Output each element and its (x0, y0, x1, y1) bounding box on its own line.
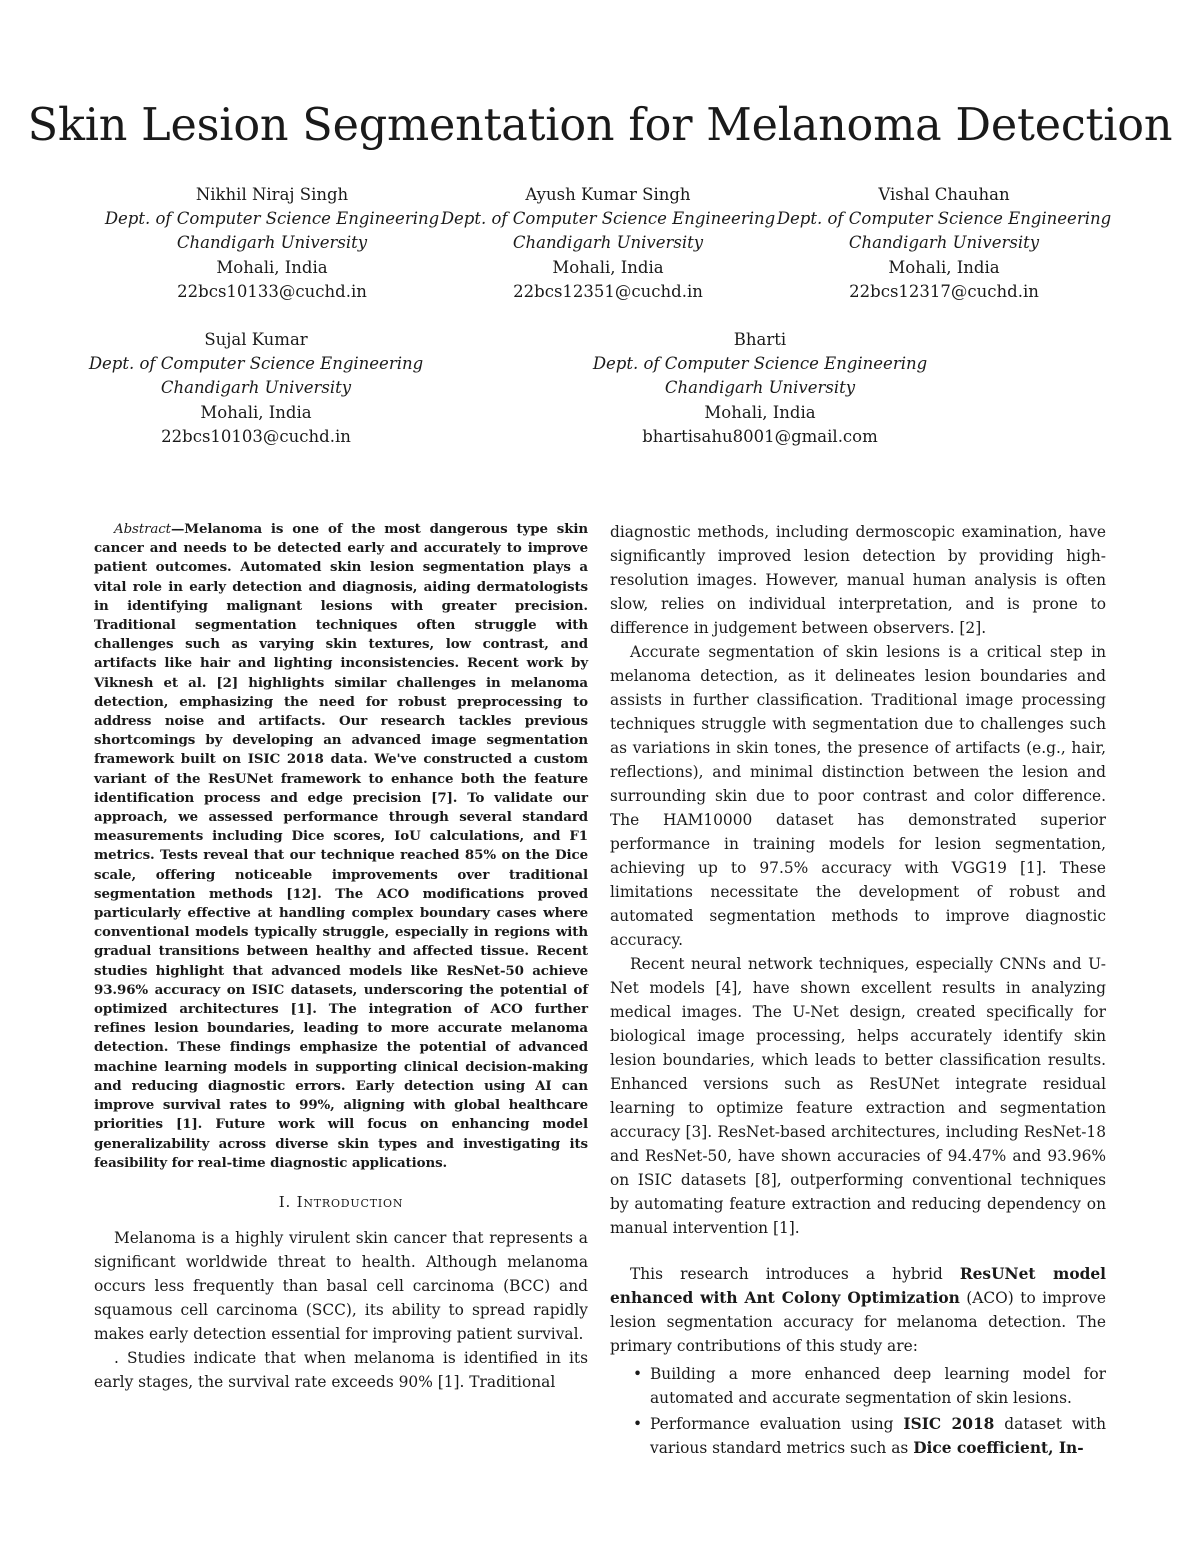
author-dept: Dept. of Computer Science Engineering (592, 354, 928, 374)
author-email: 22bcs10103@cuchd.in (161, 426, 351, 446)
paragraph: diagnostic methods, including dermoscopic examination, have significantly improved lesion detection by providing high-resolution images. However, manual human analysis is often slow, relies on individual interpretation, and is prone to difference in judgement between observers. [2]. (610, 523, 1106, 637)
author-email: bhartisahu8001@gmail.com (642, 426, 878, 446)
author-block (590, 328, 930, 449)
author-email: 22bcs12351@cuchd.in (513, 281, 703, 301)
paragraph: Melanoma is a highly virulent skin cancer that represents a significant worldwide threat to health. Although melanoma occurs less frequently than basal cell carcinoma (BCC) and squamous cell carcinoma (SCC), its ability to spread rapidly makes early detection essential for improving patient survival. (94, 1228, 588, 1343)
list-item-text: Building a more enhanced deep learning model for automated and accurate segmentation of skin lesions. (650, 1365, 1106, 1407)
author-location: Mohali, India (200, 402, 312, 422)
author-dept: Dept. of Computer Science Engineering (104, 209, 440, 229)
list-item-emphasis: ISIC 2018 (903, 1415, 995, 1433)
author-location: Mohali, India (704, 402, 816, 422)
paragraph: Recent neural network techniques, especially CNNs and U-Net models [4], have shown excellent results in analyzing medical images. The U-Net design, created specifically for biological image processing, helps accurately identify skin lesion boundaries, which leads to better classification results. Enhanced versions such as ResUNet integrate residual learning to optimize feature extraction and segmentation accuracy [3]. ResNet-based architectures, including ResNet-18 and ResNet-50, have shown accuracies of 94.47% and 93.96% on ISIC datasets [8], outperforming conventional techniques by automating feature extraction and reducing dependency on manual intervention [1]. (610, 955, 1106, 1237)
author-dept: Dept. of Computer Science Engineering (776, 209, 1112, 229)
paragraph-text: This research introduces a hybrid (630, 1265, 960, 1283)
list-item-text: dataset with various standard metrics such as (650, 1415, 1106, 1457)
abstract (94, 520, 588, 1173)
author-block (438, 183, 778, 304)
author-name: Sujal Kumar (204, 330, 308, 349)
paragraph (610, 1262, 1106, 1358)
left-column (94, 520, 588, 1394)
author-university: Chandigarh University (160, 378, 352, 398)
abstract-text: —Melanoma is one of the most dangerous type skin cancer and needs to be detected early and accurately to improve patient outcomes. Automated skin lesion segmentation plays a vital role in early detection and diagnosis, aiding dermatologists in identifying malignant lesions with greater precision. Traditional segmentation techniques often struggle with challenges such as varying skin textures, low contrast, and artifacts like hair and lighting inconsistencies. Recent work by Viknesh et al. [2] highlights similar challenges in melanoma detection, emphasizing the need for robust preprocessing to address noise and artifacts. Our research tackles previous shortcomings by developing an advanced image segmentation framework built on ISIC 2018 data. We've constructed a custom variant of the ResUNet framework to enhance both the feature identification process and edge precision [7]. To validate our approach, we assessed performance through several standard measurements including Dice scores, IoU calculations, and F1 metrics. Tests reveal that our technique reached 85% on the Dice scale, offering noticeable improvements over traditional segmentation methods [12]. The ACO modifications proved particularly effective at handling complex boundary cases where conventional models typically struggle, especially in regions with gradual transitions between healthy and affected tissue. Recent studies highlight that advanced models like ResNet-50 achieve 93.96% accuracy on ISIC datasets, underscoring the potential of optimized architectures [1]. The integration of ACO further refines lesion boundaries, leading to more accurate melanoma detection. These findings emphasize the potential of advanced machine learning models in supporting clinical decision-making and reducing diagnostic errors. Early detection using AI can improve survival rates to 99%, aligning with global healthcare priorities [1]. Future work will focus on enhancing model generalizability across diverse skin types and investigating its feasibility for real-time diagnostic applications. (94, 521, 588, 1171)
author-email: 22bcs10133@cuchd.in (177, 281, 367, 301)
author-location: Mohali, India (552, 257, 664, 277)
paper-title: Skin Lesion Segmentation for Melanoma Detection (27, 100, 1173, 151)
author-dept: Dept. of Computer Science Engineering (88, 354, 424, 374)
author-university: Chandigarh University (176, 233, 368, 253)
author-block (774, 183, 1114, 304)
bullet-icon: • (633, 1415, 643, 1433)
contribution-list (610, 1362, 1106, 1460)
author-university: Chandigarh University (512, 233, 704, 253)
paragraph-text: (ACO) to improve lesion segmentation accuracy for melanoma detection. The primary contributions of this study are: (610, 1289, 1106, 1355)
section-number: I. (278, 1192, 292, 1211)
author-block (86, 328, 426, 449)
author-name: Nikhil Niraj Singh (195, 185, 349, 204)
author-university: Chandigarh University (848, 233, 1040, 253)
paragraph: . Studies indicate that when melanoma is identified in its early stages, the survival rate exceeds 90% [1]. Traditional (94, 1348, 588, 1391)
author-name: Bharti (733, 330, 787, 349)
section-heading (94, 1190, 588, 1214)
list-item (633, 1412, 1106, 1460)
author-location: Mohali, India (216, 257, 328, 277)
list-item-emphasis: Dice coefficient, In- (913, 1439, 1084, 1457)
list-item (633, 1362, 1106, 1410)
bullet-icon: • (633, 1365, 643, 1383)
author-name: Vishal Chauhan (878, 185, 1010, 204)
author-name: Ayush Kumar Singh (525, 185, 691, 204)
author-university: Chandigarh University (664, 378, 856, 398)
list-item-text: Performance evaluation using (650, 1415, 904, 1433)
paragraph-emphasis: ResUNet model enhanced with Ant Colony Optimization (610, 1265, 1106, 1307)
right-column (610, 520, 1106, 1462)
author-location: Mohali, India (888, 257, 1000, 277)
abstract-label: Abstract (114, 522, 171, 537)
author-email: 22bcs12317@cuchd.in (849, 281, 1039, 301)
paragraph: Accurate segmentation of skin lesions is a critical step in melanoma detection, as it delineates lesion boundaries and assists in further classification. Traditional image processing techniques struggle with segmentation due to challenges such as variations in skin tones, the presence of artifacts (e.g., hair, reflections), and minimal distinction between the lesion and surrounding skin due to poor contrast and color difference. The HAM10000 dataset has demonstrated superior performance in training models for lesion segmentation, achieving up to 97.5% accuracy with VGG19 [1]. These limitations necessitate the development of robust and automated segmentation methods to improve diagnostic accuracy. (610, 643, 1106, 949)
author-block (102, 183, 442, 304)
section-title: Introduction (296, 1192, 404, 1211)
author-dept: Dept. of Computer Science Engineering (440, 209, 776, 229)
